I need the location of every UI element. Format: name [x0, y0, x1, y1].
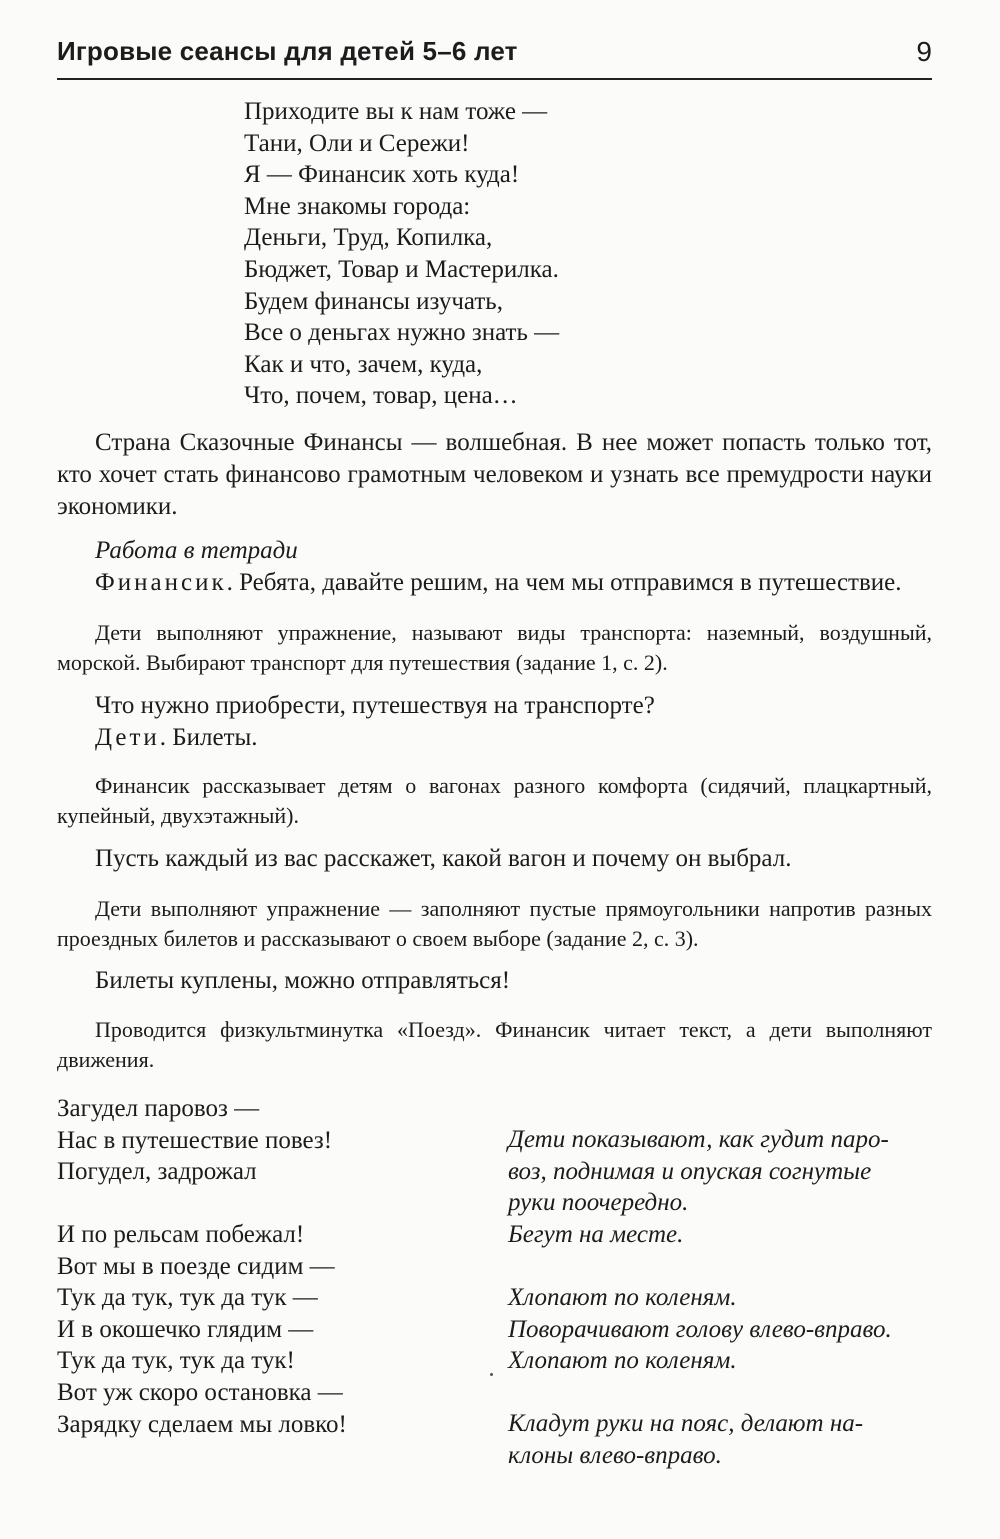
train-poem-line: Тук да тук, тук да тук — — [57, 1284, 318, 1312]
speaker-name: Финансик — [95, 569, 227, 596]
announcement-line: Билеты куплены, можно отправляться! — [95, 967, 511, 994]
action-line: клоны влево-вправо. — [508, 1441, 722, 1469]
dialogue-text: . Билеты. — [159, 724, 258, 751]
finansik-poem — [244, 96, 559, 412]
dialogue-children — [95, 722, 258, 754]
running-title: Игровые сеансы для детей 5–6 лет — [57, 36, 518, 66]
page-header — [57, 30, 932, 80]
carriage-note: Финансик рассказывает детям о вагонах разного комфорта (сидячий, плацкартный, купейный, двухэтажный). — [57, 773, 932, 828]
action-line: руки поочередно. — [508, 1189, 689, 1217]
train-poem-line: Вот уж скоро остановка — — [57, 1378, 343, 1406]
exercise-note: Дети выполняют упражнение, называют виды транспорта: наземный, воздушный, морской. Выбирают транспорт для путешествия (задание 1, с. 2). — [57, 620, 932, 675]
speaker-name: Дети — [95, 724, 160, 751]
poem-line: Все о деньгах нужно знать — — [244, 319, 560, 347]
poem-line: Мне знакомы города: — [244, 192, 471, 220]
train-poem-line: И по рельсам побежал! — [57, 1221, 305, 1248]
poem-line: Деньги, Труд, Копилка, — [244, 224, 493, 252]
instruction-line: Пусть каждый из вас расскажет, какой вагон и почему он выбрал. — [95, 845, 792, 872]
movement-instructions-middle — [508, 1282, 892, 1377]
dialogue-finansik — [95, 567, 902, 599]
dialogue-text: . Ребята, давайте решим, на чем мы отправимся в путешествие. — [226, 569, 902, 596]
intro-paragraph: Страна Сказочные Финансы — волшебная. В нее может попасть только тот, кто хочет стать финансово грамотным человеком и узнать все премудрости науки экономики. — [57, 429, 932, 520]
action-line: воз, поднимая и опуская согнутые — [508, 1157, 872, 1185]
movement-instructions — [508, 1124, 889, 1250]
poem-line: Приходите вы к нам тоже — — [244, 98, 548, 125]
action-line: Поворачивают голову влево-вправо. — [508, 1315, 892, 1343]
movement-instructions-end — [508, 1408, 863, 1471]
question-line: Что нужно приобрести, путешествуя на транспорте? — [95, 692, 655, 719]
action-line: Хлопают по коленям. — [508, 1284, 737, 1311]
action-line: Хлопают по коленям. — [508, 1347, 737, 1375]
print-speck — [490, 1373, 493, 1376]
train-poem-line: И в окошечко глядим — — [57, 1315, 314, 1343]
train-poem-continued — [57, 1219, 347, 1440]
ticket-exercise-note: Дети выполняют упражнение — заполняют пустые прямоугольники напротив разных проездных билетов и рассказывают о своем выборе (задание 2, с. 3). — [57, 896, 932, 951]
train-poem-line: Погудел, задрожал — [57, 1158, 257, 1186]
action-line: Бегут на месте. — [508, 1220, 684, 1248]
poem-line: Будем финансы изучать, — [244, 287, 503, 315]
train-poem-line: Вот мы в поезде сидим — — [57, 1252, 335, 1280]
page-number: 9 — [916, 36, 932, 67]
train-poem-line: Загудел паровоз — — [57, 1095, 260, 1122]
poem-line: Я — Финансик хоть куда! — [244, 161, 520, 189]
poem-line: Что, почем, товар, цена… — [244, 382, 518, 410]
train-poem-line: Тук да тук, тук да тук! — [57, 1347, 295, 1375]
action-line: Кладут руки на пояс, делают на- — [508, 1410, 864, 1437]
poem-line: Как и что, зачем, куда, — [244, 350, 483, 378]
poem-line: Тани, Оли и Сережи! — [244, 129, 470, 157]
train-poem — [57, 1093, 332, 1188]
section-heading: Работа в тетради — [95, 537, 298, 564]
poem-line: Бюджет, Товар и Мастерилка. — [244, 255, 559, 283]
train-poem-line: Нас в путешествие повез! — [57, 1126, 333, 1154]
physical-exercise-note: Проводится физкультминутка «Поезд». Финансик читает текст, а дети выполняют движения. — [57, 1017, 932, 1072]
action-line: Дети показывают, как гудит паро- — [508, 1126, 889, 1153]
train-poem-line: Зарядку сделаем мы ловко! — [57, 1410, 347, 1438]
